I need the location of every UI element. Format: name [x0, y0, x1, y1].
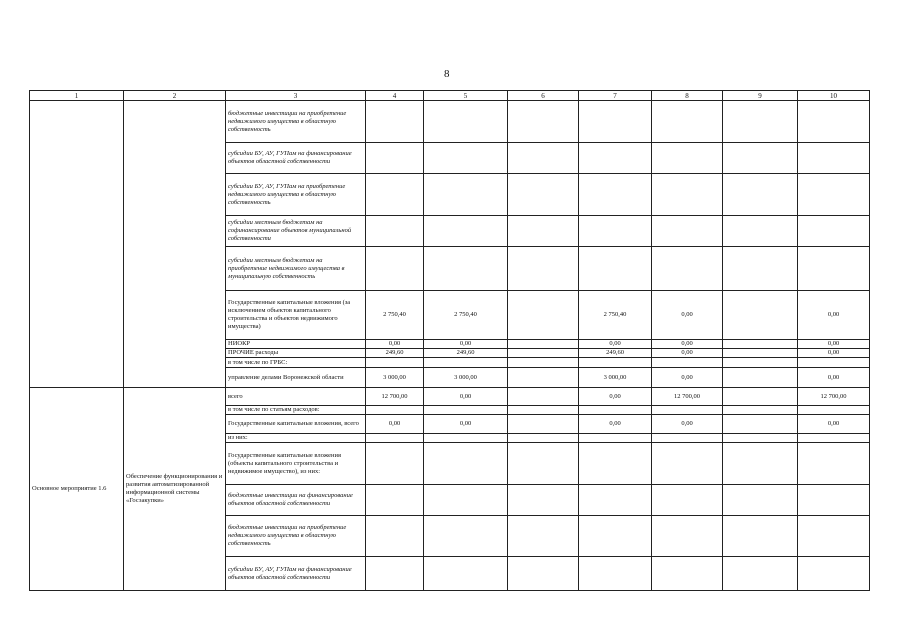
measure-id: Основное мероприятие 1.6 — [30, 388, 124, 591]
value-cell: 0,00 — [798, 415, 870, 434]
value-cell — [652, 406, 723, 415]
value-cell — [508, 388, 579, 406]
value-cell: 0,00 — [798, 340, 870, 349]
value-cell — [798, 557, 870, 591]
value-cell — [579, 485, 652, 516]
value-cell — [723, 406, 798, 415]
value-cell — [723, 101, 798, 143]
value-cell — [424, 247, 508, 291]
value-cell — [579, 143, 652, 174]
value-cell — [366, 143, 424, 174]
value-cell: 0,00 — [652, 291, 723, 340]
value-cell: 3 000,00 — [424, 368, 508, 388]
value-cell: 0,00 — [579, 340, 652, 349]
value-cell — [508, 247, 579, 291]
value-cell — [366, 443, 424, 485]
value-cell — [723, 557, 798, 591]
value-cell — [723, 291, 798, 340]
value-cell: 12 700,00 — [798, 388, 870, 406]
value-cell — [723, 485, 798, 516]
value-cell — [366, 174, 424, 216]
value-cell: 249,60 — [579, 349, 652, 358]
col2-empty — [124, 101, 226, 388]
value-cell — [424, 443, 508, 485]
header-cell: 3 — [226, 91, 366, 101]
col1-empty — [30, 101, 124, 388]
value-cell — [366, 358, 424, 368]
value-cell — [424, 101, 508, 143]
value-cell — [723, 340, 798, 349]
table-row — [30, 101, 870, 143]
value-cell: 0,00 — [652, 415, 723, 434]
value-cell — [723, 216, 798, 247]
value-cell — [579, 443, 652, 485]
row-label: ПРОЧИЕ расходы — [226, 349, 366, 358]
value-cell — [508, 340, 579, 349]
value-cell — [366, 516, 424, 557]
header-row — [30, 91, 870, 101]
value-cell: 3 000,00 — [366, 368, 424, 388]
row-label: в том числе по статьям расходов: — [226, 406, 366, 415]
value-cell — [723, 349, 798, 358]
row-label: субсидии БУ, АУ, ГУПам на приобретение недвижимого имущества в областную собственность — [226, 174, 366, 216]
row-label: Государственные капитальные вложения (объекты капитального строительства и недвижимое имущество), из них: — [226, 443, 366, 485]
value-cell — [798, 443, 870, 485]
value-cell — [798, 216, 870, 247]
value-cell — [652, 485, 723, 516]
value-cell: 3 000,00 — [579, 368, 652, 388]
value-cell — [652, 216, 723, 247]
value-cell — [579, 358, 652, 368]
value-cell: 0,00 — [798, 368, 870, 388]
value-cell: 0,00 — [652, 368, 723, 388]
value-cell — [366, 434, 424, 443]
value-cell: 2 750,40 — [424, 291, 508, 340]
row-label: Государственные капитальные вложения, всего — [226, 415, 366, 434]
value-cell — [579, 247, 652, 291]
value-cell: 12 700,00 — [652, 388, 723, 406]
header-cell: 10 — [798, 91, 870, 101]
value-cell — [508, 485, 579, 516]
value-cell — [366, 101, 424, 143]
row-label: в том числе по ГРБС: — [226, 358, 366, 368]
value-cell — [723, 143, 798, 174]
value-cell — [798, 101, 870, 143]
value-cell — [366, 406, 424, 415]
value-cell — [366, 216, 424, 247]
value-cell: 0,00 — [579, 415, 652, 434]
value-cell — [424, 216, 508, 247]
value-cell — [579, 557, 652, 591]
value-cell — [579, 516, 652, 557]
value-cell: 249,60 — [424, 349, 508, 358]
value-cell: 249,60 — [366, 349, 424, 358]
value-cell — [798, 358, 870, 368]
value-cell — [723, 174, 798, 216]
value-cell — [579, 216, 652, 247]
value-cell — [424, 406, 508, 415]
value-cell: 0,00 — [652, 349, 723, 358]
row-label: всего — [226, 388, 366, 406]
value-cell — [424, 358, 508, 368]
value-cell: 0,00 — [424, 388, 508, 406]
value-cell — [652, 143, 723, 174]
table-row — [30, 388, 870, 406]
value-cell — [424, 516, 508, 557]
value-cell — [798, 174, 870, 216]
header-cell: 5 — [424, 91, 508, 101]
value-cell — [579, 406, 652, 415]
value-cell — [723, 388, 798, 406]
value-cell — [798, 434, 870, 443]
value-cell: 0,00 — [366, 340, 424, 349]
value-cell: 0,00 — [798, 291, 870, 340]
value-cell — [508, 216, 579, 247]
value-cell — [508, 358, 579, 368]
value-cell: 0,00 — [798, 349, 870, 358]
header-cell: 9 — [723, 91, 798, 101]
value-cell — [652, 358, 723, 368]
page-number: 8 — [444, 68, 450, 80]
value-cell — [508, 415, 579, 434]
value-cell — [652, 443, 723, 485]
row-label: Государственные капитальные вложения (за исключением объектов капитального строительства и объектов недвижимого имущества) — [226, 291, 366, 340]
value-cell: 2 750,40 — [579, 291, 652, 340]
value-cell: 0,00 — [366, 415, 424, 434]
value-cell — [508, 406, 579, 415]
header-cell: 1 — [30, 91, 124, 101]
budget-table — [29, 90, 870, 591]
value-cell — [652, 557, 723, 591]
value-cell — [508, 174, 579, 216]
value-cell — [652, 247, 723, 291]
value-cell — [652, 101, 723, 143]
value-cell: 12 700,00 — [366, 388, 424, 406]
value-cell — [652, 174, 723, 216]
header-cell: 7 — [579, 91, 652, 101]
value-cell — [798, 143, 870, 174]
row-label: субсидии БУ, АУ, ГУПам на финансирование объектов областной собственности — [226, 557, 366, 591]
value-cell — [723, 434, 798, 443]
value-cell — [424, 485, 508, 516]
value-cell — [723, 368, 798, 388]
row-label: НИОКР — [226, 340, 366, 349]
value-cell — [798, 247, 870, 291]
value-cell — [723, 516, 798, 557]
value-cell — [508, 101, 579, 143]
row-label: субсидии местным бюджетам на приобретение недвижимого имущества в муниципальную собственность — [226, 247, 366, 291]
value-cell — [366, 557, 424, 591]
value-cell — [723, 443, 798, 485]
value-cell — [723, 415, 798, 434]
row-label: управление делами Воронежской области — [226, 368, 366, 388]
value-cell — [508, 557, 579, 591]
row-label: субсидии БУ, АУ, ГУПам на финансирование объектов областной собственности — [226, 143, 366, 174]
value-cell — [366, 485, 424, 516]
value-cell — [508, 443, 579, 485]
value-cell — [508, 434, 579, 443]
header-cell: 6 — [508, 91, 579, 101]
value-cell — [723, 247, 798, 291]
value-cell — [652, 516, 723, 557]
value-cell — [508, 291, 579, 340]
value-cell — [508, 349, 579, 358]
row-label: субсидии местным бюджетам на софинансирование объектов муниципальной собственности — [226, 216, 366, 247]
value-cell: 0,00 — [424, 415, 508, 434]
value-cell: 2 750,40 — [366, 291, 424, 340]
measure-name: Обеспечение функционирования и развития автоматизированной информационной системы «Госзакупки» — [124, 388, 226, 591]
value-cell — [366, 247, 424, 291]
value-cell — [652, 434, 723, 443]
value-cell — [723, 358, 798, 368]
value-cell — [424, 434, 508, 443]
row-label: бюджетные инвестиции на финансирование объектов областной собственности — [226, 485, 366, 516]
value-cell — [508, 143, 579, 174]
value-cell — [508, 516, 579, 557]
value-cell — [579, 434, 652, 443]
value-cell: 0,00 — [579, 388, 652, 406]
value-cell — [424, 557, 508, 591]
value-cell — [424, 143, 508, 174]
value-cell — [798, 406, 870, 415]
value-cell — [798, 516, 870, 557]
value-cell — [798, 485, 870, 516]
header-cell: 8 — [652, 91, 723, 101]
value-cell: 0,00 — [652, 340, 723, 349]
value-cell — [424, 174, 508, 216]
header-cell: 2 — [124, 91, 226, 101]
row-label: из них: — [226, 434, 366, 443]
value-cell — [579, 101, 652, 143]
row-label: бюджетные инвестиции на приобретение недвижимого имущества в областную собственность — [226, 101, 366, 143]
header-cell: 4 — [366, 91, 424, 101]
row-label: бюджетные инвестиции на приобретение недвижимого имущества в областную собственность — [226, 516, 366, 557]
value-cell: 0,00 — [424, 340, 508, 349]
value-cell — [579, 174, 652, 216]
value-cell — [508, 368, 579, 388]
